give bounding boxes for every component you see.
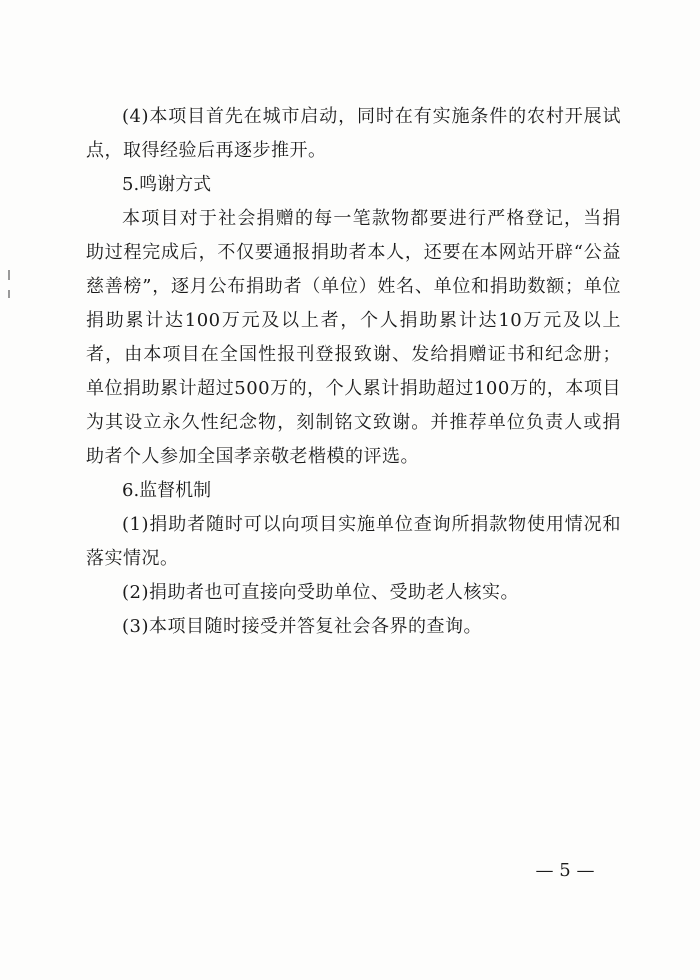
heading-acknowledgement: 5.鸣谢方式 [122, 174, 212, 195]
paragraph-pilot: (4)本项目首先在城市启动，同时在有实施条件的农村开展试点，取得经验后再逐步推开。 [86, 106, 621, 161]
document-body [86, 100, 621, 644]
paragraph-acknowledgement: 本项目对于社会捐赠的每一笔款物都要进行严格登记，当捐助过程完成后，不仅要通报捐助者本人，还要在本网站开辟“公益慈善榜”，逐月公布捐助者（单位）姓名、单位和捐助数额；单位捐助累计达100万元及以上者，个人捐助累计达10万元及以上者，由本项目在全国性报刊登报致谢、发给捐赠证书和纪念册；单位捐助累计超过500万的，个人累计捐助超过100万的，本项目为其设立永久性纪念物，刻制铭文致谢。并推荐单位负责人或捐助者个人参加全国孝亲敬老楷模的评选。 [86, 208, 621, 467]
paragraph-supervision-3: (3)本项目随时接受并答复社会各界的查询。 [122, 616, 482, 637]
scan-mark [8, 270, 10, 280]
page-number: — 5 — [535, 860, 595, 881]
paragraph-supervision-1: (1)捐助者随时可以向项目实施单位查询所捐款物使用情况和落实情况。 [86, 514, 621, 569]
heading-supervision: 6.监督机制 [122, 480, 212, 501]
paragraph-supervision-2: (2)捐助者也可直接向受助单位、受助老人核实。 [122, 582, 519, 603]
scan-mark [8, 290, 10, 298]
